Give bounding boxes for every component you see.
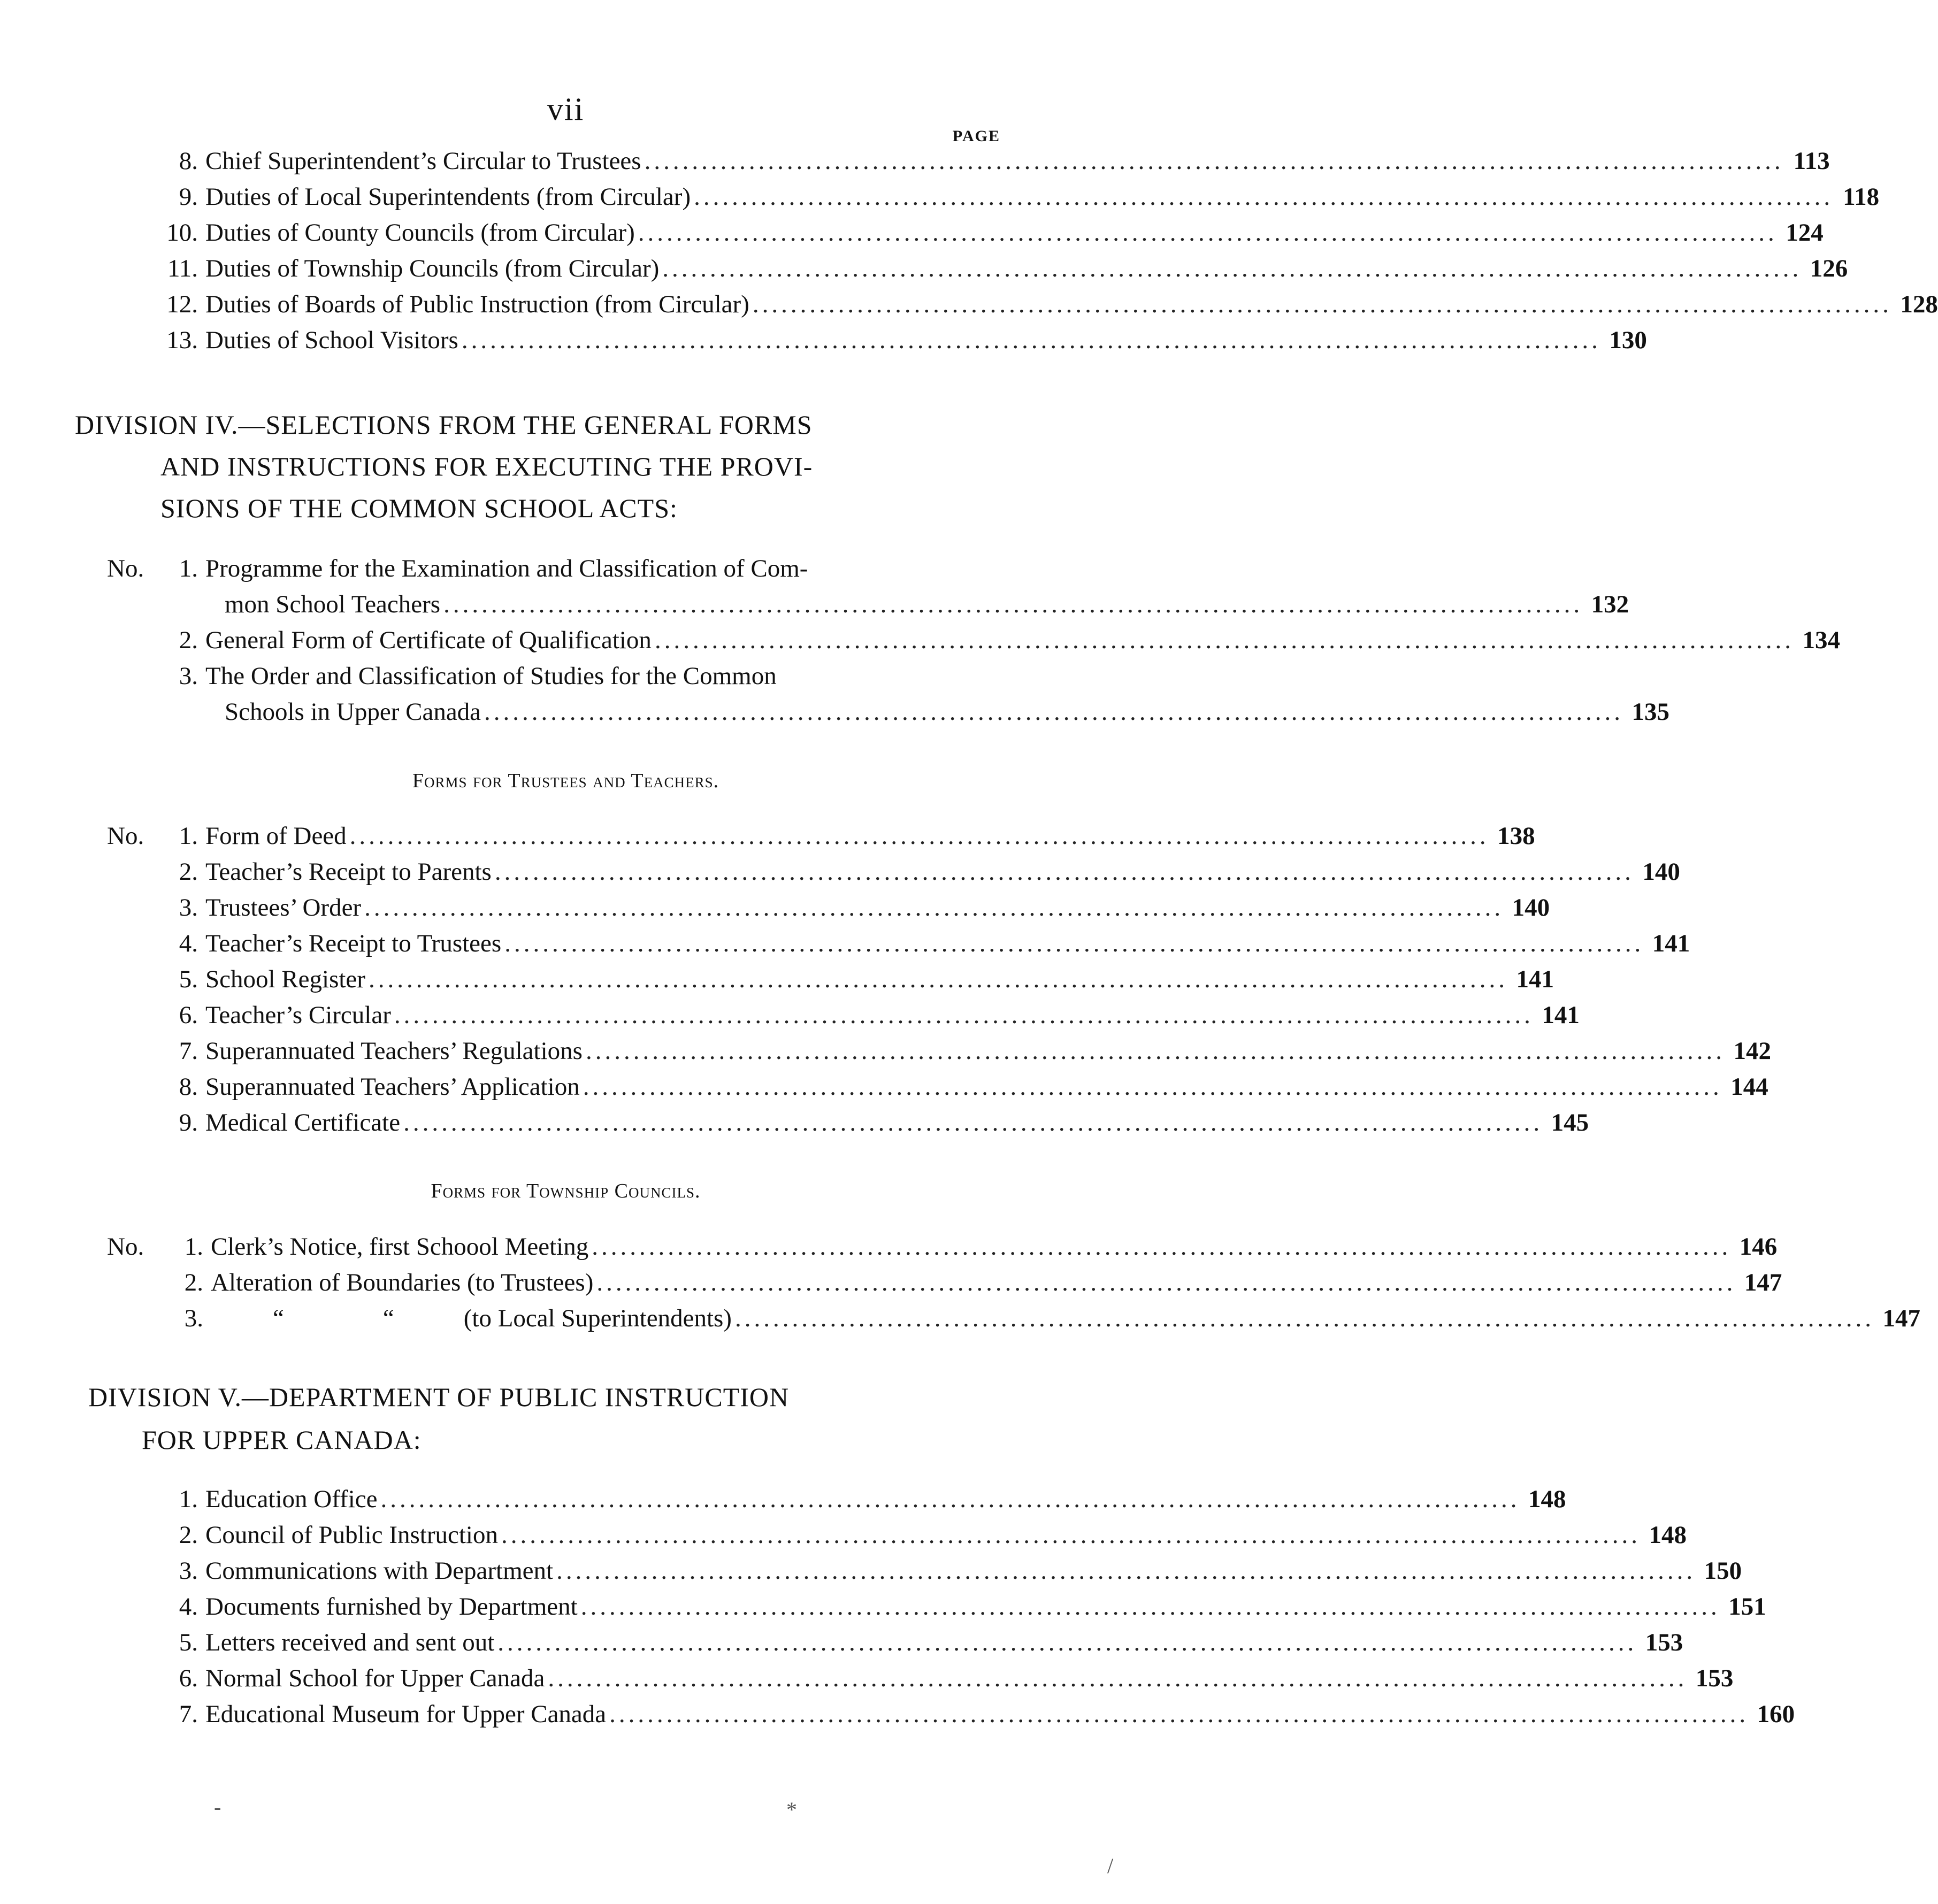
entry-number: 5. bbox=[179, 965, 198, 993]
entry-title: Chief Superintendent’s Circular to Trustees bbox=[205, 147, 641, 175]
dot-leader: ........................................................................................................................ bbox=[583, 1073, 1722, 1101]
dot-leader: ........................................................................................................................ bbox=[461, 326, 1601, 354]
print-mark: * bbox=[786, 1798, 797, 1822]
toc-entry bbox=[155, 215, 1824, 251]
entry-title: Duties of School Visitors bbox=[205, 326, 458, 354]
division-4-heading-line-1: DIVISION IV.—SELECTIONS FROM THE GENERAL FORMS bbox=[75, 410, 813, 440]
entry-page: 150 bbox=[1704, 1557, 1742, 1585]
toc-entry bbox=[155, 658, 941, 694]
toc-entry bbox=[155, 143, 1830, 179]
entry-title: Programme for the Examination and Classification of Com- bbox=[205, 555, 808, 582]
entry-number: 12. bbox=[166, 290, 198, 318]
entry-page: 153 bbox=[1645, 1629, 1683, 1656]
toc-entry bbox=[155, 323, 1647, 358]
entry-no-label: No. bbox=[107, 1233, 144, 1261]
dot-leader: ........................................................................................................................ bbox=[585, 1037, 1725, 1065]
entry-title: Teacher’s Circular bbox=[205, 1001, 391, 1029]
dot-leader: ........................................................................................................................ bbox=[501, 1521, 1641, 1549]
entry-title: Medical Certificate bbox=[205, 1109, 401, 1137]
entry-number: 6. bbox=[179, 1664, 198, 1692]
entry-title: Form of Deed bbox=[205, 822, 347, 850]
entry-number: 4. bbox=[179, 1593, 198, 1621]
dot-leader: ........................................................................................................................ bbox=[504, 930, 1644, 957]
toc-entry bbox=[155, 1069, 1768, 1105]
entry-page: 126 bbox=[1810, 255, 1848, 282]
entry-title: Communications with Department bbox=[205, 1557, 554, 1585]
dot-leader: ........................................................................................................................ bbox=[592, 1233, 1732, 1261]
entry-page: 140 bbox=[1642, 858, 1680, 886]
forms-township-heading: Forms for Township Councils. bbox=[431, 1180, 701, 1202]
toc-entry bbox=[107, 818, 1535, 854]
entry-page: 145 bbox=[1551, 1109, 1589, 1137]
entry-page: 141 bbox=[1652, 930, 1690, 957]
dot-leader: ........................................................................................................................ bbox=[609, 1700, 1749, 1728]
dot-leader: ........................................................................................................................ bbox=[497, 1629, 1637, 1656]
entry-page: 148 bbox=[1649, 1521, 1687, 1549]
entry-number: 11. bbox=[167, 255, 198, 282]
entry-page: 128 bbox=[1900, 290, 1938, 318]
entry-number: 3. bbox=[184, 1304, 203, 1332]
entry-page: 134 bbox=[1802, 626, 1840, 654]
entry-title: Education Office bbox=[205, 1485, 378, 1513]
dot-leader: ........................................................................................................................ bbox=[394, 1001, 1534, 1029]
entry-page: 113 bbox=[1793, 147, 1830, 175]
entry-page: 147 bbox=[1882, 1304, 1920, 1332]
dot-leader: ........................................................................................................................ bbox=[368, 965, 1508, 993]
dot-leader: ........................................................................................................................ bbox=[644, 147, 1784, 175]
dot-leader: ........................................................................................................................ bbox=[596, 1269, 1736, 1296]
entry-number: 13. bbox=[166, 326, 198, 354]
entry-number: 1. bbox=[179, 822, 198, 850]
entry-page: 132 bbox=[1591, 590, 1629, 618]
forms-trustees-heading: Forms for Trustees and Teachers. bbox=[412, 770, 719, 792]
entry-title: (to Local Superintendents) bbox=[463, 1304, 732, 1332]
entry-number: 9. bbox=[179, 183, 198, 211]
toc-entry bbox=[160, 1589, 1766, 1625]
entry-page: 151 bbox=[1728, 1593, 1766, 1621]
toc-entry bbox=[155, 890, 1550, 926]
dot-leader: ........................................................................................................................ bbox=[484, 698, 1624, 726]
toc-entry bbox=[155, 623, 1840, 658]
entry-number: 2. bbox=[179, 858, 198, 886]
entry-title: Council of Public Instruction bbox=[205, 1521, 498, 1549]
entry-title: Schools in Upper Canada bbox=[225, 698, 481, 726]
entry-page: 141 bbox=[1542, 1001, 1580, 1029]
toc-entry bbox=[107, 1229, 1778, 1265]
entry-number: 3. bbox=[179, 1557, 198, 1585]
entry-title: Trustees’ Order bbox=[205, 894, 362, 922]
entry-number: 1. bbox=[179, 1485, 198, 1513]
dot-leader: ........................................................................................................................ bbox=[364, 894, 1504, 922]
dot-leader: ........................................................................................................................ bbox=[380, 1485, 1520, 1513]
dot-leader: ........................................................................................................................ bbox=[349, 822, 1489, 850]
toc-entry bbox=[155, 1033, 1771, 1069]
entry-page: 141 bbox=[1516, 965, 1554, 993]
entry-number: 1. bbox=[179, 555, 198, 582]
print-mark: / bbox=[1107, 1854, 1114, 1878]
toc-entry bbox=[107, 551, 941, 587]
entry-number: 2. bbox=[184, 1269, 203, 1296]
entry-page: 138 bbox=[1497, 822, 1535, 850]
dot-leader: ........................................................................................................................ bbox=[556, 1557, 1696, 1585]
entry-title: Alteration of Boundaries (to Trustees) bbox=[211, 1269, 594, 1296]
toc-entry bbox=[155, 251, 1848, 287]
entry-number: 2. bbox=[179, 1521, 198, 1549]
toc-entry bbox=[155, 854, 1680, 890]
entry-page: 140 bbox=[1512, 894, 1550, 922]
entry-page: 146 bbox=[1739, 1233, 1778, 1261]
dot-leader: ........................................................................................................................ bbox=[654, 626, 1794, 654]
dot-leader: ........................................................................................................................ bbox=[662, 255, 1802, 282]
entry-number: 1. bbox=[184, 1233, 203, 1261]
entry-title: Clerk’s Notice, first Schoool Meeting bbox=[211, 1233, 589, 1261]
entry-number: 10. bbox=[166, 219, 198, 247]
division-4-heading-line-3: SIONS OF THE COMMON SCHOOL ACTS: bbox=[160, 493, 678, 523]
division-4-heading-line-2: AND INSTRUCTIONS FOR EXECUTING THE PROVI- bbox=[160, 451, 813, 481]
entry-page: 144 bbox=[1730, 1073, 1768, 1101]
dot-leader: ........................................................................................................................ bbox=[734, 1304, 1874, 1332]
entry-page: 160 bbox=[1757, 1700, 1795, 1728]
page-number: vii bbox=[547, 91, 585, 127]
dot-leader: ........................................................................................................................ bbox=[752, 290, 1892, 318]
entry-number: 2. bbox=[179, 626, 198, 654]
entry-title: Superannuated Teachers’ Regulations bbox=[205, 1037, 583, 1065]
entry-number: 5. bbox=[179, 1629, 198, 1656]
toc-entry bbox=[155, 1105, 1589, 1141]
entry-title: General Form of Certificate of Qualification bbox=[205, 626, 652, 654]
ditto-mark: “ bbox=[273, 1304, 284, 1332]
entry-number: 3. bbox=[179, 894, 198, 922]
entry-page: 135 bbox=[1631, 698, 1670, 726]
toc-entry bbox=[160, 1481, 1566, 1517]
entry-title: Normal School for Upper Canada bbox=[205, 1664, 545, 1692]
entry-title: mon School Teachers bbox=[225, 590, 441, 618]
entry-title: Letters received and sent out bbox=[205, 1629, 495, 1656]
toc-entry-continuation bbox=[225, 587, 1629, 623]
entry-page: 142 bbox=[1733, 1037, 1771, 1065]
print-mark: - bbox=[214, 1795, 221, 1819]
entry-title: Superannuated Teachers’ Application bbox=[205, 1073, 580, 1101]
entry-title: Teacher’s Receipt to Trustees bbox=[205, 930, 502, 957]
entry-page: 147 bbox=[1744, 1269, 1782, 1296]
toc-entry bbox=[155, 926, 1690, 962]
page-column-label: PAGE bbox=[952, 127, 1000, 145]
dot-leader: ........................................................................................................................ bbox=[638, 219, 1778, 247]
entry-number: 7. bbox=[179, 1037, 198, 1065]
entry-number: 9. bbox=[179, 1109, 198, 1137]
entry-page: 130 bbox=[1609, 326, 1647, 354]
dot-leader: ........................................................................................................................ bbox=[548, 1664, 1688, 1692]
toc-entry bbox=[160, 1553, 1742, 1589]
toc-entry bbox=[155, 997, 1580, 1033]
entry-page: 118 bbox=[1843, 183, 1880, 211]
toc-entry bbox=[155, 962, 1554, 997]
toc-entry bbox=[155, 287, 1938, 323]
entry-title: Educational Museum for Upper Canada bbox=[205, 1700, 607, 1728]
division-5-heading-line-1: DIVISION V.—DEPARTMENT OF PUBLIC INSTRUCTION bbox=[88, 1382, 790, 1412]
entry-number: 4. bbox=[179, 930, 198, 957]
entry-title: Teacher’s Receipt to Parents bbox=[205, 858, 492, 886]
toc-entry bbox=[160, 1661, 1734, 1696]
toc-entry bbox=[155, 1301, 1920, 1337]
entry-number: 6. bbox=[179, 1001, 198, 1029]
dot-leader: ........................................................................................................................ bbox=[443, 590, 1583, 618]
ditto-mark: “ bbox=[382, 1304, 394, 1332]
entry-title: Duties of County Councils (from Circular) bbox=[205, 219, 635, 247]
division-5-heading-line-2: FOR UPPER CANADA: bbox=[142, 1425, 422, 1455]
dot-leader: ........................................................................................................................ bbox=[494, 858, 1634, 886]
entry-title: Duties of Local Superintendents (from Circular) bbox=[205, 183, 691, 211]
toc-entry-continuation bbox=[225, 694, 1670, 730]
entry-no-label: No. bbox=[107, 822, 144, 850]
dot-leader: ........................................................................................................................ bbox=[694, 183, 1834, 211]
toc-entry bbox=[160, 1517, 1687, 1553]
toc-entry bbox=[155, 1265, 1782, 1301]
toc-entry bbox=[155, 179, 1880, 215]
toc-entry bbox=[160, 1625, 1683, 1661]
entry-number: 8. bbox=[179, 147, 198, 175]
entry-number: 7. bbox=[179, 1700, 198, 1728]
entry-page: 124 bbox=[1786, 219, 1824, 247]
dot-leader: ........................................................................................................................ bbox=[403, 1109, 1543, 1137]
entry-title: Documents furnished by Department bbox=[205, 1593, 578, 1621]
entry-title: The Order and Classification of Studies for the Common bbox=[205, 662, 777, 690]
entry-title: Duties of Township Councils (from Circular) bbox=[205, 255, 660, 282]
entry-page: 153 bbox=[1695, 1664, 1734, 1692]
entry-number: 3. bbox=[179, 662, 198, 690]
entry-number: 8. bbox=[179, 1073, 198, 1101]
entry-no-label: No. bbox=[107, 555, 144, 582]
entry-title: School Register bbox=[205, 965, 365, 993]
entry-title: Duties of Boards of Public Instruction (from Circular) bbox=[205, 290, 749, 318]
entry-page: 148 bbox=[1528, 1485, 1566, 1513]
dot-leader: ........................................................................................................................ bbox=[580, 1593, 1720, 1621]
toc-entry bbox=[160, 1696, 1795, 1732]
